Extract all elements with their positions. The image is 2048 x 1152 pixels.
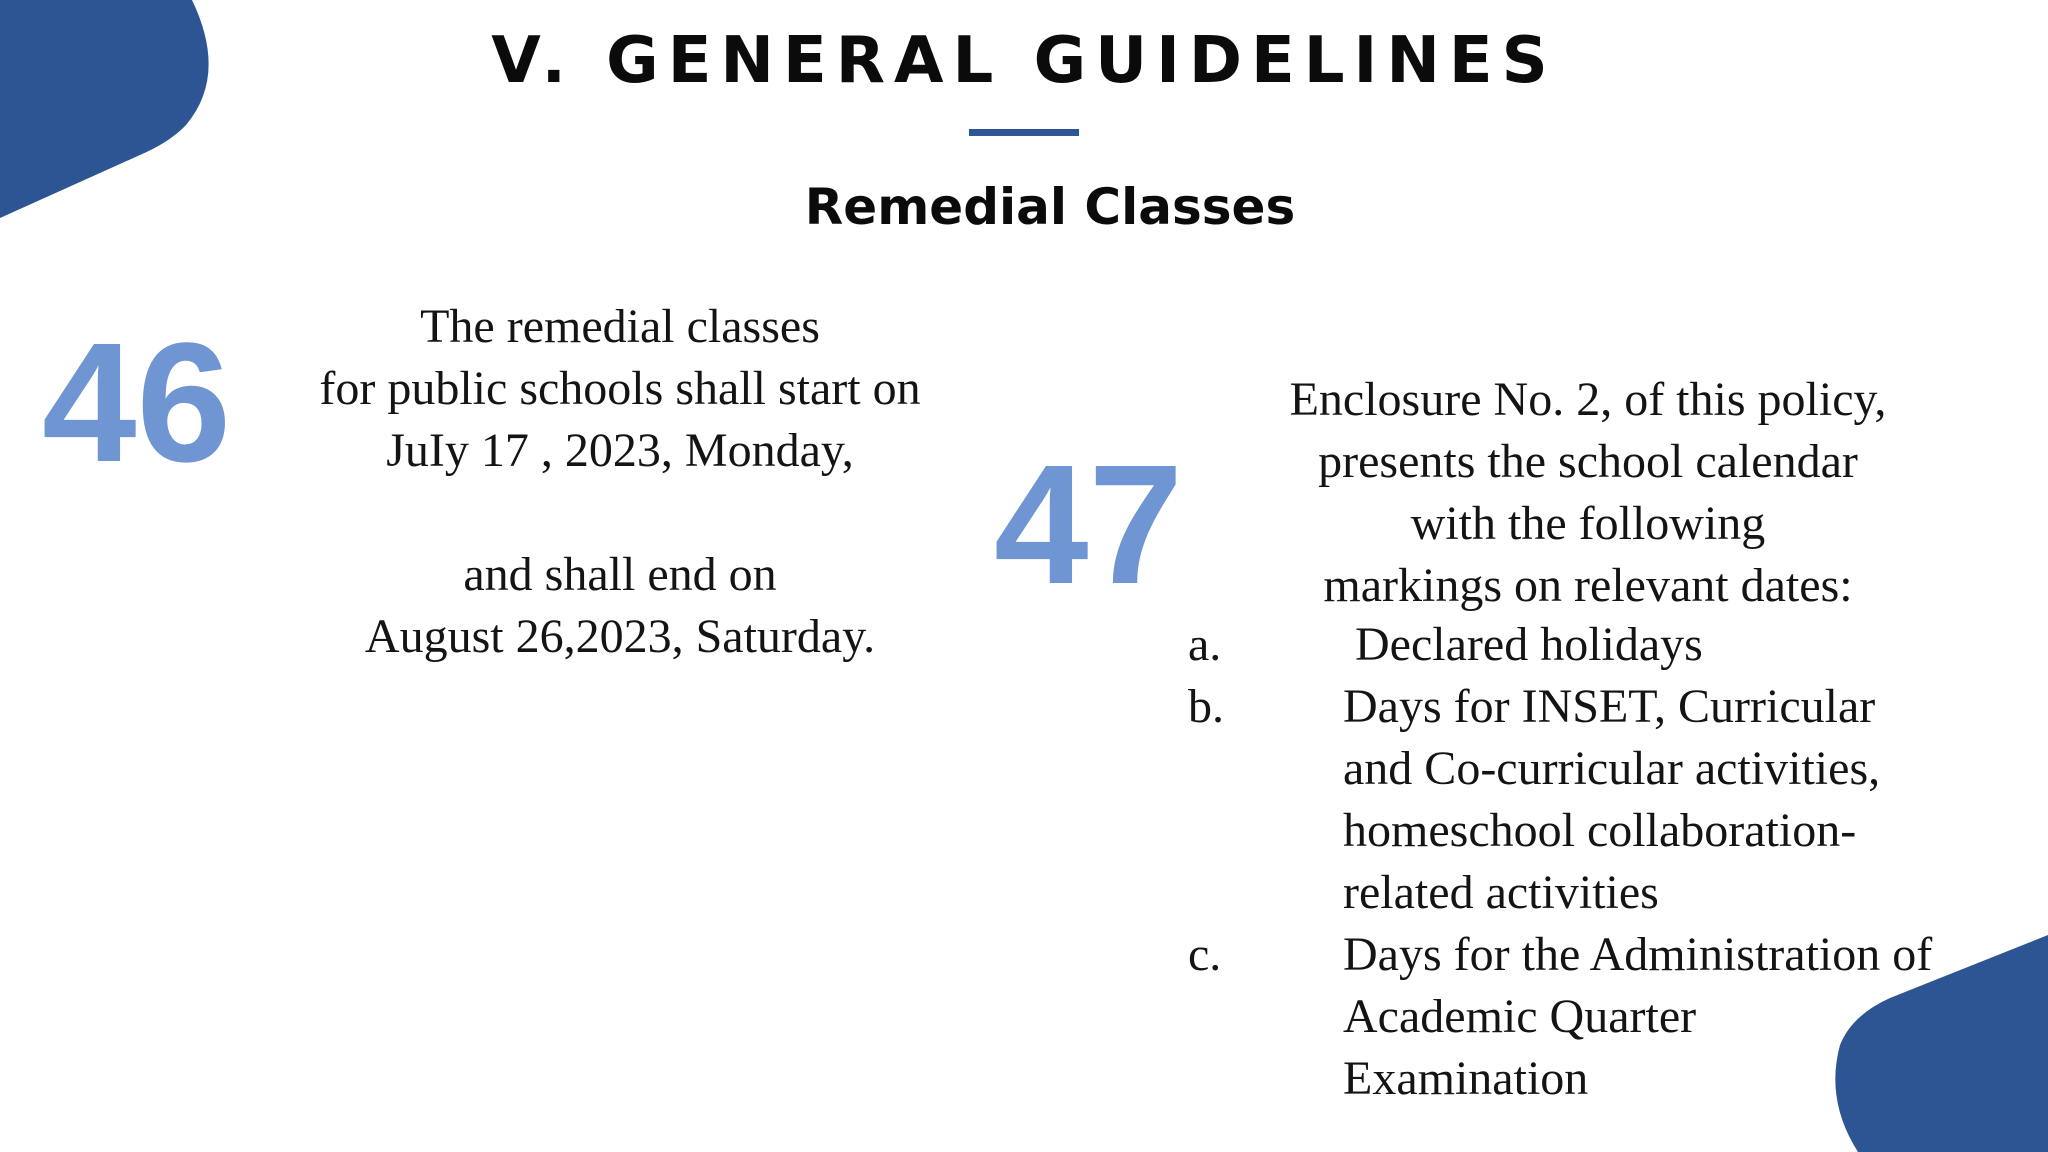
item-number-47: 47: [994, 430, 1184, 620]
list-item: [1188, 924, 2008, 1110]
section-subtitle: Remedial Classes: [804, 178, 1296, 236]
item-47-intro-line: Enclosure No. 2, of this policy,: [1289, 373, 1887, 426]
list-item: [1188, 676, 2008, 924]
item-46-line: for public schools shall start on: [319, 362, 921, 415]
paragraph-gap: [270, 482, 970, 544]
item-46-end-line: August 26,2023, Saturday.: [364, 610, 876, 663]
item-46-text: [270, 296, 970, 668]
list-item-line: Academic Quarter: [1343, 990, 1697, 1043]
list-item-line: Days for INSET, Curricular: [1343, 680, 1876, 733]
item-47-intro-line: with the following: [1410, 497, 1766, 550]
list-item-line: Examination: [1343, 1052, 1589, 1105]
item-47-intro-line: markings on relevant dates:: [1323, 559, 1853, 612]
item-46-end-line: and shall end on: [463, 548, 777, 601]
title-underline: [969, 129, 1079, 136]
list-item-line: Days for the Administration of: [1343, 928, 1933, 981]
list-item-line: homeschool collaboration-: [1343, 804, 1857, 857]
item-47-intro-line: presents the school calendar: [1318, 435, 1858, 488]
item-46-line: The remedial classes: [420, 300, 820, 353]
list-item-line: Declared holidays: [1355, 618, 1703, 671]
list-item-line: related activities: [1343, 866, 1659, 919]
item-46-line: JuIy 17 , 2023, Monday,: [386, 424, 854, 477]
list-marker: a.: [1188, 618, 1222, 671]
markings-list: [1188, 614, 2008, 1110]
list-marker: b.: [1188, 680, 1224, 733]
list-marker: c.: [1188, 928, 1222, 981]
page-title: V. GENERAL GUIDELINES: [491, 24, 1557, 98]
item-47-intro: [1228, 369, 1948, 617]
list-item-line: and Co-curricular activities,: [1343, 742, 1881, 795]
list-item: [1188, 614, 2008, 676]
item-number-46: 46: [42, 308, 232, 498]
